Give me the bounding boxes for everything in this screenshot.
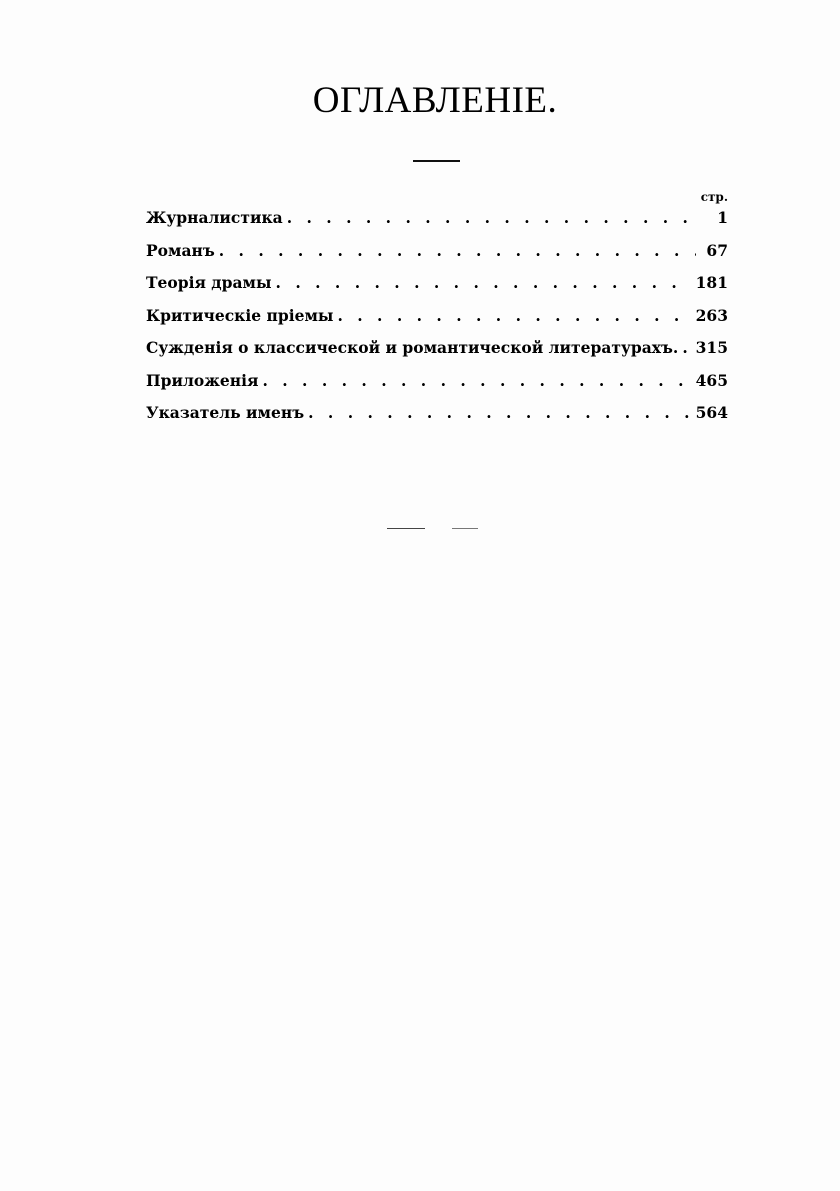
toc-entry-page: 67 [706, 240, 728, 260]
toc-entry-page: 181 [695, 273, 728, 292]
toc-entry-title: Приложенія [146, 370, 259, 390]
end-ornament-line [387, 528, 425, 529]
dot-leader [287, 208, 696, 227]
toc-entry-title: Теорія драмы [146, 273, 272, 292]
toc-entry-title: Указатель именъ [146, 403, 305, 422]
toc-entry-page: 465 [695, 370, 728, 390]
dot-leader [337, 306, 691, 325]
dot-leader [308, 403, 692, 422]
toc-entry-title: Критическіе пріемы [146, 305, 334, 325]
toc-entry-page: 564 [695, 403, 728, 422]
dot-leader [219, 241, 696, 260]
table-of-contents [146, 186, 728, 436]
toc-entry-page: 263 [695, 305, 728, 325]
dot-leader [682, 338, 691, 357]
toc-entry-title: Романъ [146, 240, 215, 260]
toc-entry [146, 241, 728, 274]
toc-entry [146, 273, 728, 306]
dot-leader [276, 273, 692, 292]
end-ornament-line [452, 528, 478, 529]
dot-leader [262, 371, 691, 390]
toc-entry [146, 338, 728, 371]
toc-entry-title: Сужденія о классической и романтической литературахъ. [146, 338, 679, 357]
toc-entry-title: Журналистика [146, 208, 283, 227]
toc-entry-page: 315 [695, 338, 728, 357]
page-column-header: стр. [700, 190, 728, 204]
toc-entry [146, 208, 728, 241]
toc-entry [146, 371, 728, 404]
title-divider [413, 160, 460, 162]
toc-entry [146, 403, 728, 436]
toc-entry [146, 306, 728, 339]
page-title: ОГЛАВЛЕНІЕ. [312, 80, 558, 121]
toc-entry-page: 1 [717, 208, 728, 227]
